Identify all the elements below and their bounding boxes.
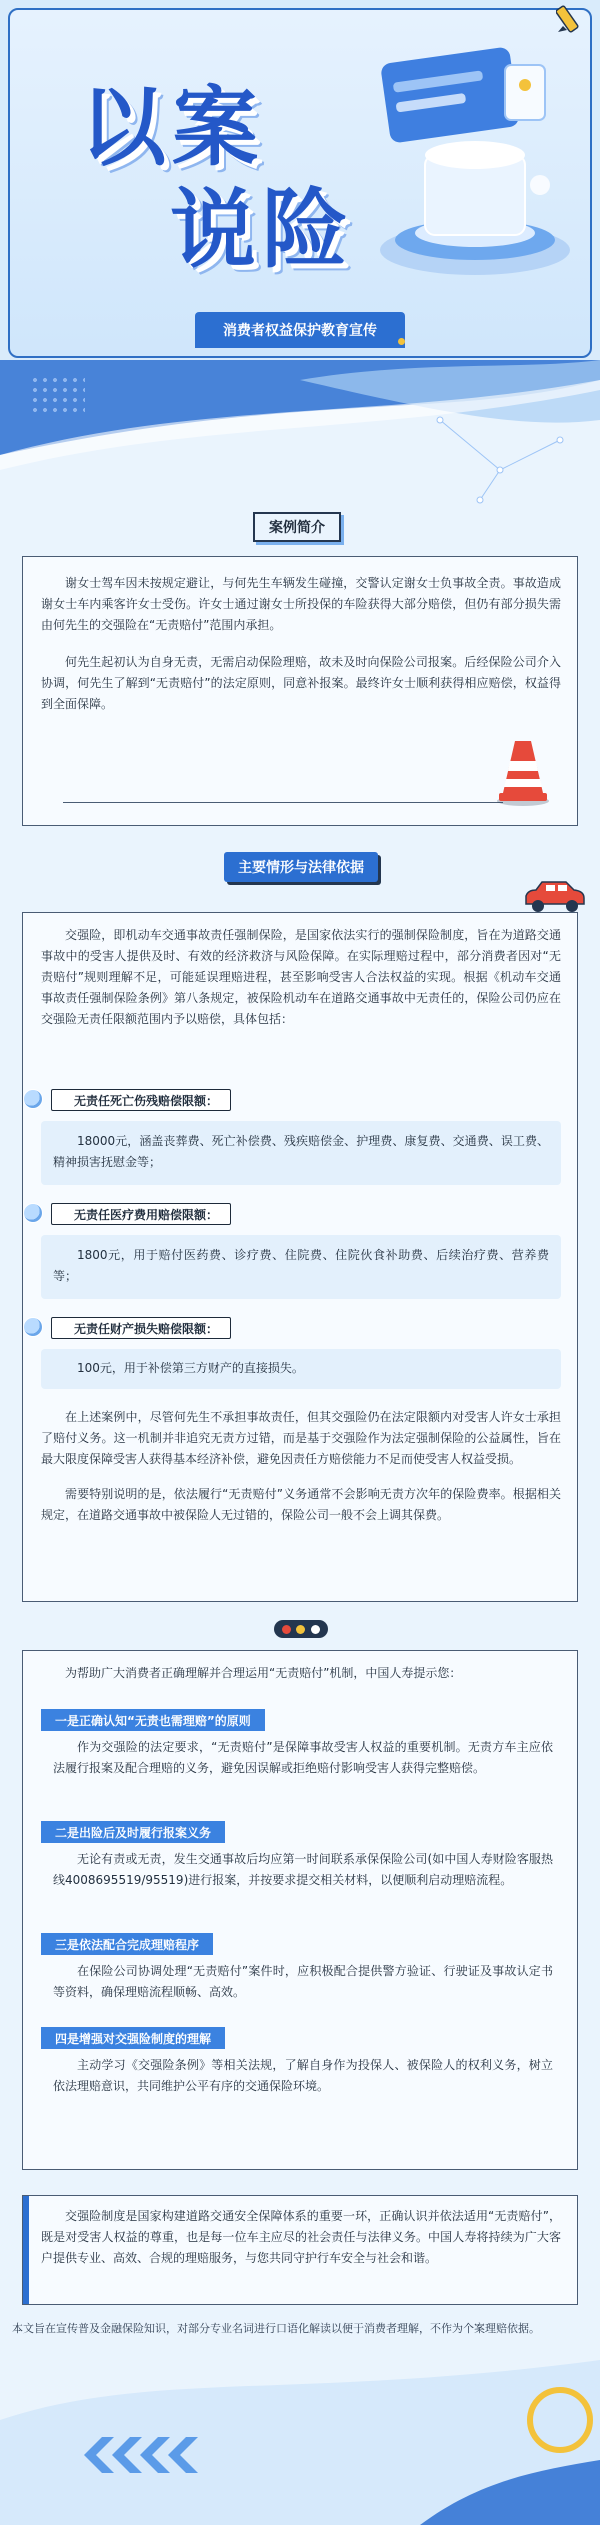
limit-1-label: 无责任死亡伤残赔偿限额： xyxy=(51,1089,231,1111)
case-intro-paragraph-1: 谢女士驾车因未按规定避让，与何先生车辆发生碰撞，交警认定谢女士负事故全责。事故造成谢女士车内乘客许女士受伤。许女士通过谢女士所投保的车险获得大部分赔偿，但仍有部分损失需由何先生的交强险在“无责赔付”范围内承担。 xyxy=(41,576,561,632)
main-after-paragraph-1: 在上述案例中，尽管何先生不承担事故责任，但其交强险仍在法定限额内对受害人许女士承担了赔付义务。这一机制并非追究无责方过错，而是基于交强险作为法定强制保险的公益属性，旨在最大限度保障受害人获得基本经济补偿，避免因责任方赔偿能力不足而使受害人权益受损。 xyxy=(41,1410,561,1466)
hero-title-line2: 说险 xyxy=(170,180,354,280)
limit-1-text: 18000元，涵盖丧葬费、死亡补偿费、残疾赔偿金、护理费、康复费、交通费、误工费、精神损害抚慰金等； xyxy=(53,1134,549,1169)
limit-2-box xyxy=(41,1235,561,1299)
limit-3-text: 100元，用于补偿第三方财产的直接损失。 xyxy=(77,1361,304,1375)
traffic-light-icon xyxy=(274,1620,328,1638)
divider-line xyxy=(63,802,503,803)
case-intro-heading: 案例简介 xyxy=(253,512,341,542)
car-icon xyxy=(520,876,590,916)
main-intro-paragraph: 交强险，即机动车交通事故责任强制保险，是国家依法实行的强制保险制度，旨在为道路交通事故中的受害人提供及时、有效的经济救济与风险保障。在实际理赔过程中，部分消费者因对“无责赔付”规则理解不足，可能延误理赔进程，甚至影响受害人合法权益的实现。根据《机动车交通事故责任强制保险条例》第八条规定，被保险机动车在道路交通事故中无责任的，保险公司仍应在交强险无责任限额范围内予以赔偿，具体包括： xyxy=(41,928,561,1026)
tips-intro: 为帮助广大消费者正确理解并合理运用“无责赔付”机制，中国人寿提示您： xyxy=(65,1666,462,1680)
limit-3-label: 无责任财产损失赔偿限额： xyxy=(51,1317,231,1339)
limit-2-label: 无责任医疗费用赔偿限额： xyxy=(51,1203,231,1225)
main-section-box xyxy=(22,912,578,1602)
bullet-icon xyxy=(23,1317,43,1337)
limit-3-box xyxy=(41,1349,561,1389)
tip-3-label: 三是依法配合完成理赔程序 xyxy=(41,1933,213,1955)
limit-1-box xyxy=(41,1121,561,1185)
tip-2-text: 无论有责或无责，发生交通事故后均应第一时间联系承保保险公司(如中国人寿财险客服热线4008695519/95519)进行报案，并按要求提交相关材料，以便顺利启动理赔流程。 xyxy=(53,1852,553,1887)
tip-4-text: 主动学习《交强险条例》等相关法规，了解自身作为投保人、被保险人的权利义务，树立依法理赔意识，共同维护公平有序的交通保险环境。 xyxy=(53,2058,553,2093)
tip-1-label: 一是正确认知“无责也需理赔”的原则 xyxy=(41,1709,265,1731)
pencil-icon xyxy=(556,0,592,34)
hero xyxy=(0,0,600,360)
bullet-icon xyxy=(23,1089,43,1109)
hero-title-line1: 以案 xyxy=(80,78,264,178)
tip-4-label: 四是增强对交强险制度的理解 xyxy=(41,2027,225,2049)
main-after-paragraph-2: 需要特别说明的是，依法履行“无责赔付”义务通常不会影响无责方次年的保险费率。根据相关规定，在道路交通事故中被保险人无过错的，保险公司一般不会上调其保费。 xyxy=(41,1487,561,1522)
decor-dots xyxy=(30,375,85,415)
hero-banner: 消费者权益保护教育宣传 xyxy=(195,312,405,348)
footnote: 本文旨在宣传普及金融保险知识，对部分专业名词进行口语化解读以便于消费者理解，不作为个案理赔依据。 xyxy=(12,2322,540,2335)
main-section-heading: 主要情形与法律依据 xyxy=(224,852,378,882)
hero-card xyxy=(8,8,592,358)
tip-3-text: 在保险公司协调处理“无责赔付”案件时，应积极配合提供警方验证、行驶证及事故认定书等资料，确保理赔流程顺畅、高效。 xyxy=(53,1964,553,1999)
case-intro-paragraph-2: 何先生起初认为自身无责，无需启动保险理赔，故未及时向保险公司报案。后经保险公司介入协调，何先生了解到“无责赔付”的法定原则，同意补报案。最终许女士顺利获得相应赔偿，权益得到全面保障。 xyxy=(41,655,561,711)
hero-banner-dot xyxy=(398,338,405,345)
bullet-icon xyxy=(23,1203,43,1223)
traffic-cone-icon xyxy=(493,737,553,807)
case-intro-box xyxy=(22,556,578,826)
chevron-decor-icon xyxy=(82,2435,202,2475)
limit-2-text: 1800元，用于赔付医药费、诊疗费、住院费、住院伙食补助费、后续治疗费、营养费等； xyxy=(53,1248,549,1283)
decor-waves xyxy=(0,360,600,510)
closing-box xyxy=(22,2195,578,2305)
tip-2-label: 二是出险后及时履行报案义务 xyxy=(41,1821,225,1843)
closing-paragraph: 交强险制度是国家构建道路交通安全保障体系的重要一环，正确认识并依法适用“无责赔付”，既是对受害人权益的尊重，也是每一位车主应尽的社会责任与法律义务。中国人寿将持续为广大客户提供专业、高效、合规的理赔服务，与您共同守护行车安全与社会和谐。 xyxy=(41,2209,561,2265)
tips-box xyxy=(22,1650,578,2170)
tip-1-text: 作为交强险的法定要求，“无责赔付”是保障事故受害人权益的重要机制。无责方车主应依法履行报案及配合理赔的义务，避免因误解或拒绝赔付影响受害人获得完整赔偿。 xyxy=(53,1740,553,1775)
hero-illustration xyxy=(365,35,575,285)
